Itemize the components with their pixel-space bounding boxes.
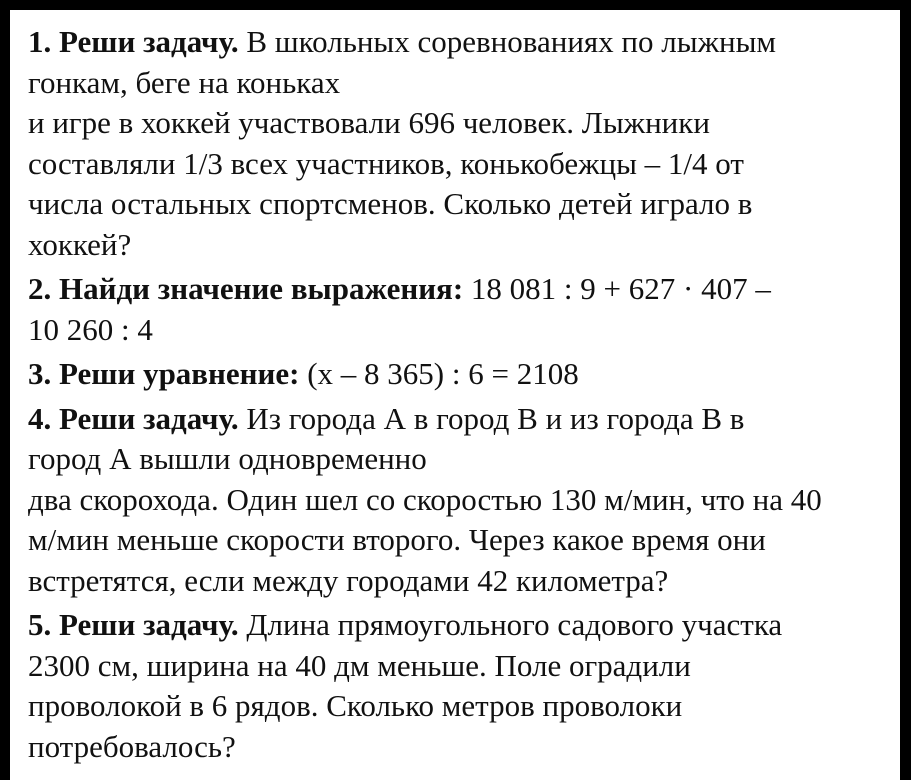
problem-line <box>28 269 900 310</box>
problem-2 <box>28 269 900 350</box>
problem-line <box>28 399 900 440</box>
problem-5 <box>28 605 900 767</box>
problem-text: и игре в хоккей участвовали 696 человек. Лыжники <box>28 105 710 140</box>
problem-text: (х – 8 365) : 6 = 2108 <box>299 356 579 391</box>
problem-4 <box>28 399 900 602</box>
problem-text: 10 260 : 4 <box>28 311 153 347</box>
problem-text: встретятся, если между городами 42 километра? <box>28 562 669 598</box>
problem-list <box>28 22 900 771</box>
problem-text: два скорохода. Один шел со скоростью 130 м/мин, что на 40 <box>28 481 822 517</box>
problem-label: 2. Найди значение выражения: <box>28 271 464 306</box>
problem-line <box>28 605 900 646</box>
problem-label: 4. Реши задачу. <box>28 400 239 436</box>
problem-line <box>28 22 900 63</box>
problem-label: 1. Реши задачу. <box>28 24 239 59</box>
problem-text: проволокой в 6 рядов. Сколько метров проволоки <box>28 688 683 723</box>
problem-text: 2300 см, ширина на 40 дм меньше. Поле оградили <box>28 647 691 683</box>
problem-1 <box>28 22 900 265</box>
problem-line <box>28 354 900 395</box>
problem-text: хоккей? <box>28 226 132 262</box>
problem-text: потребовалось? <box>28 728 236 764</box>
problem-text: составляли 1/3 всех участников, конькобежцы – 1/4 от <box>28 145 744 181</box>
problem-text: числа остальных спортсменов. Сколько детей играло в <box>28 186 753 221</box>
problem-text: м/мин меньше скорости второго. Через какое время они <box>28 522 766 557</box>
problem-label: 3. Реши уравнение: <box>28 356 300 391</box>
problem-text: Длина прямоугольного садового участка <box>238 607 783 642</box>
problem-text: гонкам, беге на коньках <box>28 64 341 100</box>
worksheet-page <box>10 10 900 780</box>
problem-3 <box>28 354 900 395</box>
problem-text: 18 081 : 9 + 627 · 407 – <box>463 271 771 306</box>
problem-text: В школьных соревнованиях по лыжным <box>238 24 777 59</box>
problem-label: 5. Реши задачу. <box>28 607 239 642</box>
problem-text: Из города А в город В и из города В в <box>238 400 745 436</box>
problem-text: город А вышли одновременно <box>28 441 427 476</box>
